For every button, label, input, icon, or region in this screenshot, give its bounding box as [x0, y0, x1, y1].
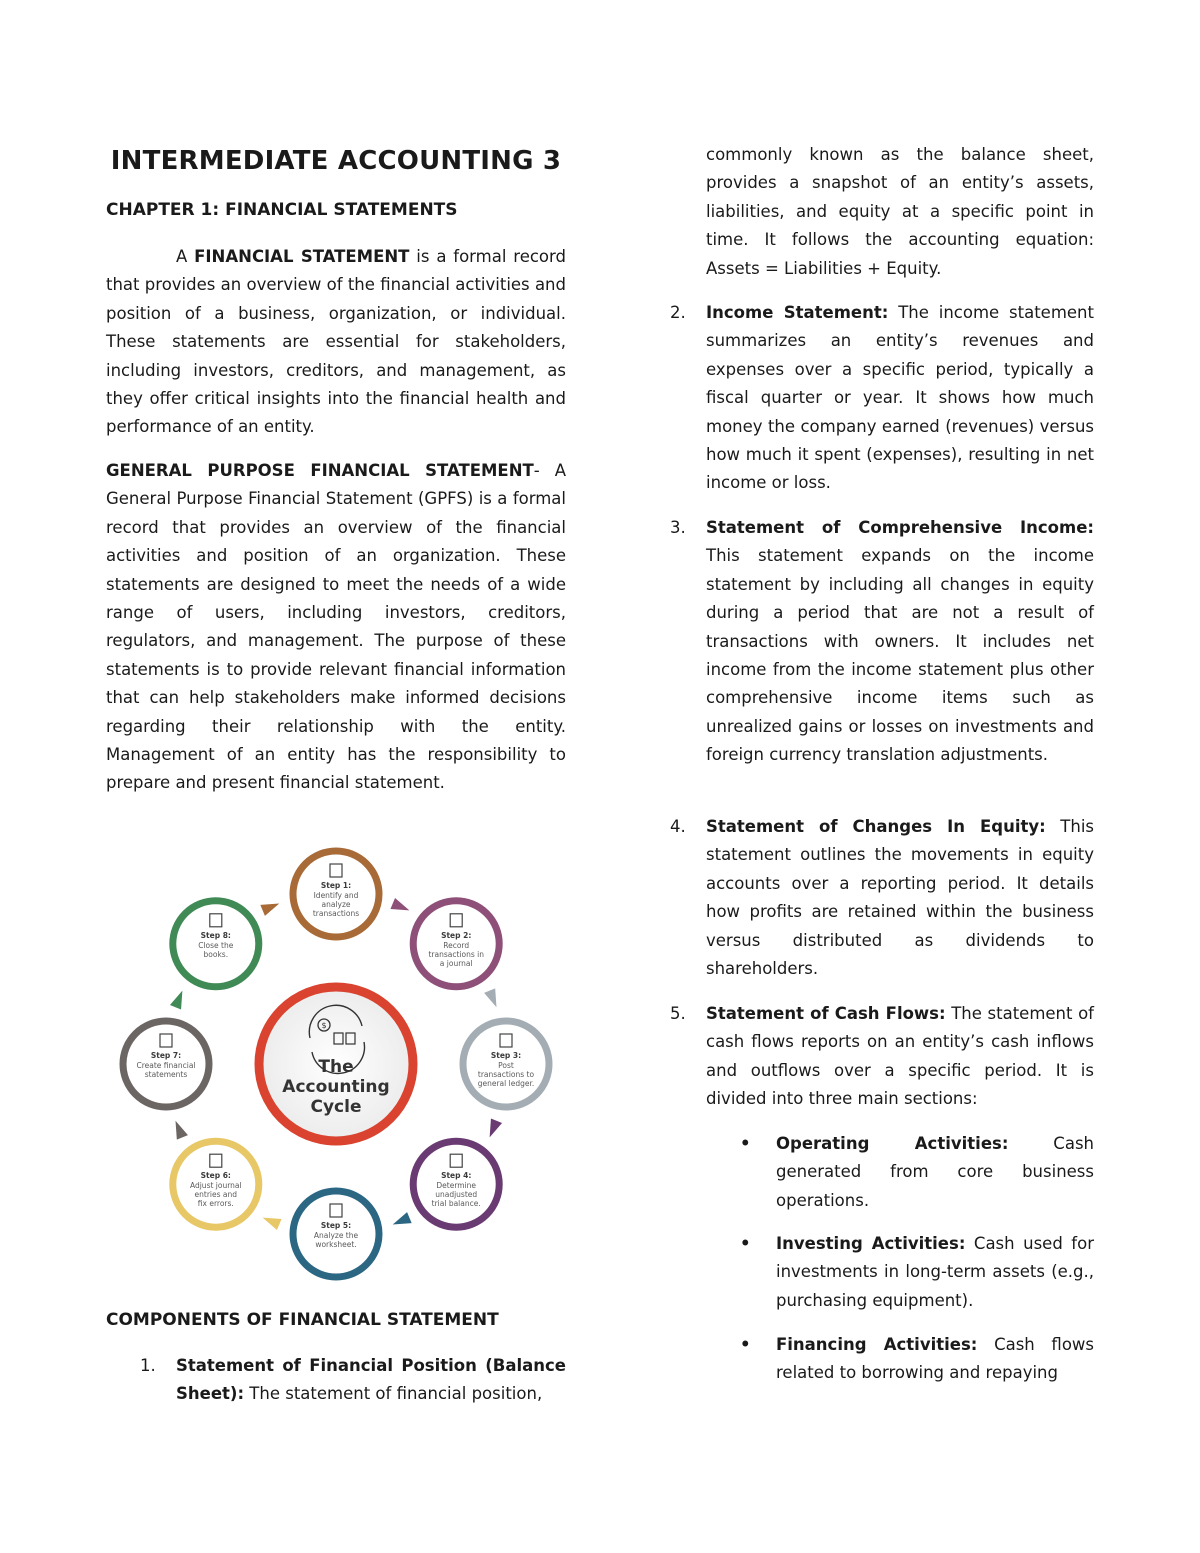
section-text: Cash used for investments in long-term assets (e.g., purchasing equipment). — [776, 1234, 1094, 1310]
component-text: The income statement summarizes an entity’s revenues and expenses over a specific period, typically a fiscal quarter or year. It shows how much money the company earned (revenues) versus how much it spent (expenses), resulting in net income or loss. — [706, 303, 1094, 493]
step-description: worksheet. — [315, 1240, 357, 1249]
chapter-heading: CHAPTER 1: FINANCIAL STATEMENTS — [106, 200, 458, 220]
step-description: unadjusted — [435, 1190, 478, 1200]
step-description: Post — [498, 1061, 514, 1070]
component-text-continued: commonly known as the balance sheet, provides a snapshot of an entity’s assets, liabilities, and equity at a specific point in time. It follows the accounting equation: Assets = Liabilities + Equity. — [706, 145, 1094, 278]
step-5-node — [293, 1191, 379, 1277]
bullet-icon: • — [740, 1134, 751, 1153]
section-text: Cash generated from core business operations. — [776, 1134, 1094, 1210]
component-text: This statement expands on the income statement by including all changes in equity during a period that are not a result of transactions with owners. It includes net income from the income statement plus other comprehensive income items such as unrealized gains or losses on investments and foreign currency translation adjustments. — [706, 546, 1094, 765]
component-item-1-continued — [706, 141, 1094, 283]
section-term: Operating Activities: — [776, 1134, 1009, 1153]
step-label: Step 3: — [490, 1051, 522, 1060]
center-line-2: Accounting — [282, 1077, 390, 1097]
component-item-4 — [670, 813, 1094, 983]
step-description: Create financial — [136, 1061, 196, 1070]
step-description: transactions — [312, 909, 360, 918]
intro-text: is a formal record that provides an overview of the financial activities and position of a business, organization, or individual. These statements are essential for stakeholders, including investors, creditors, and management, as they offer critical insights into the financial health and performance of an entity. — [106, 247, 566, 437]
step-6-node — [173, 1141, 259, 1227]
cycle-arrow-icon — [490, 1118, 502, 1137]
step-1-node — [293, 851, 379, 937]
step-description: a journal — [439, 958, 473, 968]
cycle-arrow-icon — [170, 991, 182, 1010]
component-term: Statement of Cash Flows: — [706, 1004, 946, 1023]
center-hub — [259, 987, 413, 1141]
step-description: transactions to — [477, 1070, 535, 1079]
step-description: Analyze the — [313, 1231, 359, 1240]
step-description: Adjust journal — [189, 1181, 242, 1191]
step-label: Step 5: — [320, 1221, 352, 1230]
step-description: trial balance. — [431, 1199, 481, 1209]
gpfs-text: - A General Purpose Financial Statement (GPFS) is a formal record that provides an overview of the financial activities and position of an organization. These statements are designed to meet the needs of a wide range of users, including investors, creditors, regulators, and management. The purpose of these statements is to provide relevant financial information that can help stakeholders make informed decisions regarding their relationship with the entity. Management of an entity has the responsibility to prepare and present financial statement. — [106, 461, 566, 793]
component-term: Income Statement: — [706, 303, 889, 322]
intro-lead: A — [176, 247, 195, 266]
step-description: books. — [203, 949, 229, 959]
center-line-1: The — [318, 1057, 354, 1077]
component-number: 1. — [140, 1356, 156, 1375]
component-item-3 — [670, 514, 1094, 770]
component-number: 4. — [670, 817, 686, 836]
component-term: Statement of Changes In Equity: — [706, 817, 1046, 836]
cash-flow-investing — [740, 1230, 1094, 1315]
step-label: Step 7: — [150, 1051, 182, 1060]
intro-term: FINANCIAL STATEMENT — [194, 247, 410, 266]
component-text: The statement of financial position, — [244, 1384, 543, 1404]
components-heading: COMPONENTS OF FINANCIAL STATEMENT — [106, 1310, 499, 1330]
cash-flow-operating — [740, 1130, 1094, 1215]
component-number: 5. — [670, 1004, 686, 1023]
component-term: Statement of Financial Position (Balance Sheet): — [176, 1356, 566, 1404]
component-item-5 — [670, 1000, 1094, 1114]
step-description: Record — [443, 940, 470, 950]
step-label: Step 6: — [200, 1171, 231, 1181]
step-label: Step 1: — [320, 881, 352, 890]
cash-flow-financing — [740, 1331, 1094, 1388]
gpfs-paragraph — [106, 457, 566, 798]
step-description: analyze — [321, 900, 351, 909]
step-description: statements — [144, 1070, 188, 1079]
bullet-icon: • — [740, 1335, 751, 1354]
cycle-arrow-icon — [260, 903, 279, 915]
section-text: Cash flows related to borrowing and repaying — [776, 1335, 1094, 1383]
section-term: Financing Activities: — [776, 1335, 978, 1354]
svg-text:$: $ — [321, 1021, 327, 1030]
step-description: transactions in — [428, 949, 484, 959]
step-label: Step 4: — [441, 1171, 472, 1181]
component-number: 3. — [670, 518, 686, 537]
step-description: entries and — [194, 1190, 238, 1200]
step-2-node — [413, 901, 499, 987]
bullet-icon: • — [740, 1234, 751, 1253]
gpfs-term: GENERAL PURPOSE FINANCIAL STATEMENT — [106, 461, 534, 480]
center-line-3: Cycle — [310, 1097, 362, 1117]
cycle-arrow-icon — [263, 1218, 282, 1230]
step-3-node — [463, 1021, 549, 1107]
component-term: Statement of Comprehensive Income: — [706, 518, 1094, 537]
component-text: The statement of cash flows reports on an entity’s cash inflows and outflows over a specific period. It is divided into three main sections: — [706, 1004, 1094, 1109]
step-description: Close the — [198, 940, 234, 950]
step-description: Determine — [436, 1181, 477, 1191]
cycle-arrow-icon — [484, 988, 496, 1007]
step-4-node — [413, 1141, 499, 1227]
cycle-arrow-icon — [393, 1212, 412, 1224]
accounting-cycle-svg — [112, 842, 560, 1290]
step-7-node — [123, 1021, 209, 1107]
step-label: Step 2: — [441, 930, 472, 940]
step-label: Step 8: — [200, 930, 231, 940]
intro-paragraph — [106, 243, 566, 442]
step-8-node — [173, 901, 259, 987]
document-title: INTERMEDIATE ACCOUNTING 3 — [110, 146, 562, 176]
accounting-cycle-diagram — [112, 842, 560, 1290]
component-item-2 — [670, 299, 1094, 498]
cycle-arrow-icon — [175, 1121, 187, 1140]
section-term: Investing Activities: — [776, 1234, 966, 1253]
cycle-arrow-icon — [390, 898, 409, 910]
component-text: This statement outlines the movements in equity accounts over a reporting period. It details how profits are retained within the business versus distributed as dividends to shareholders. — [706, 817, 1094, 979]
component-number: 2. — [670, 303, 686, 322]
step-description: general ledger. — [477, 1079, 535, 1088]
step-description: fix errors. — [197, 1199, 234, 1209]
component-item-1 — [140, 1352, 566, 1409]
step-description: Identify and — [313, 891, 359, 900]
